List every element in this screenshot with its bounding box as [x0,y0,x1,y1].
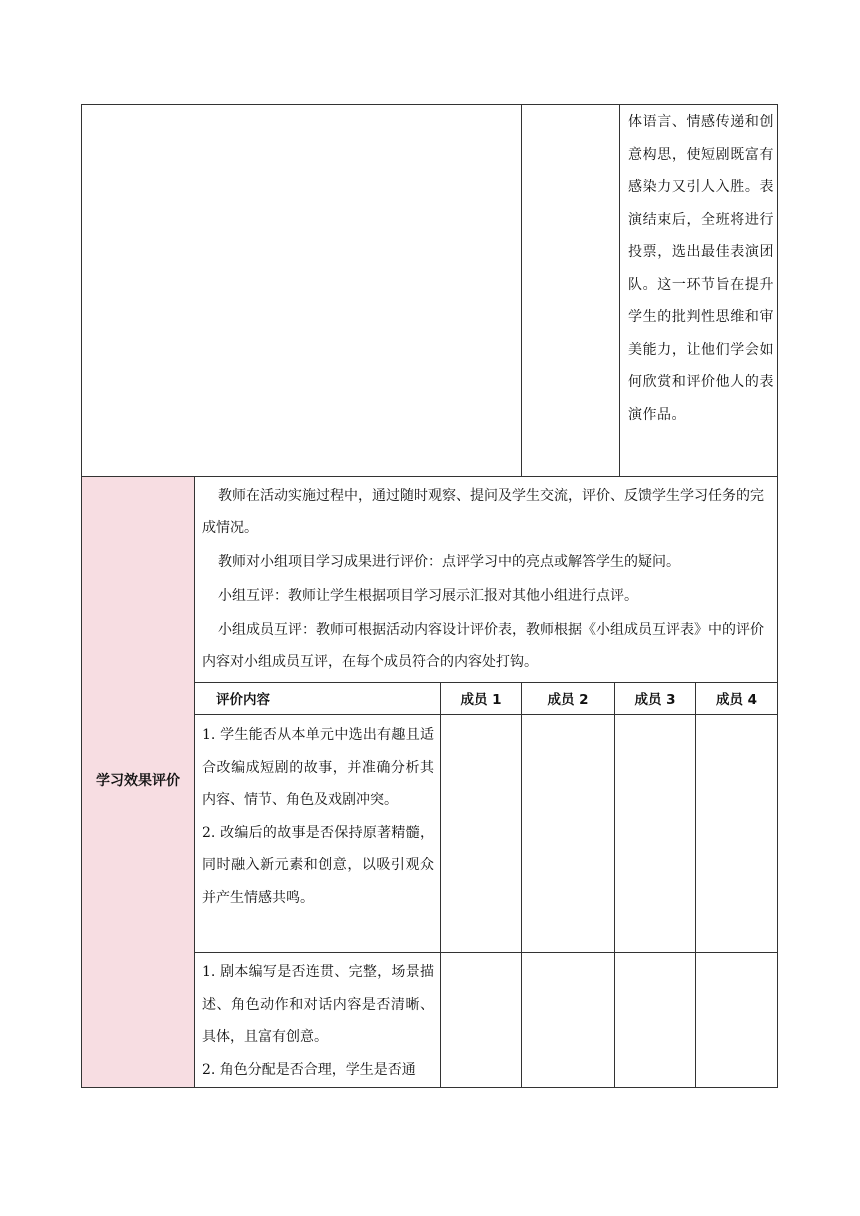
row-divider [194,682,778,683]
header-member-1: 成员 1 [460,692,502,708]
column-divider [194,476,195,1088]
criteria-item: 1. 剧本编写是否连贯、完整，场景描述、角色动作和对话内容是否清晰、具体，且富有创意。 [202,964,434,1045]
column-divider [440,682,441,1088]
intro-paragraph: 小组成员互评：教师可根据活动内容设计评价表，教师根据《小组成员互评表》中的评价内容对小组成员互评，在每个成员符合的内容处打钩。 [202,622,764,670]
table-left-border [81,104,82,1088]
table-right-border [777,104,778,1088]
section-label: 学习效果评价 [96,773,180,789]
intro-paragraph: 小组互评：教师让学生根据项目学习展示汇报对其他小组进行点评。 [218,588,638,604]
criteria-cell [202,956,434,1086]
header-member-3: 成员 3 [634,692,676,708]
criteria-cell [202,719,434,914]
column-divider [695,682,696,1088]
criteria-item: 2. 改编后的故事是否保持原著精髓，同时融入新元素和创意，以吸引观众并产生情感共鸣。 [202,824,434,906]
row-divider [81,476,778,477]
row-divider [194,714,778,715]
table-bottom-border [81,1087,778,1088]
header-content: 评价内容 [216,692,270,708]
column-divider [619,104,620,477]
header-member-2: 成员 2 [547,692,589,708]
criteria-item: 2. 角色分配是否合理，学生是否通 [202,1061,416,1078]
criteria-item: 1. 学生能否从本单元中选出有趣且适合改编成短剧的故事，并准确分析其内容、情节、角色及戏剧冲突。 [202,727,434,808]
intro-paragraph: 教师对小组项目学习成果进行评价：点评学习中的亮点或解答学生的疑问。 [218,554,680,570]
column-divider [521,104,522,477]
column-divider [521,682,522,1088]
row-divider [194,952,778,953]
column-divider [614,682,615,1088]
table-top-border [81,104,778,105]
continuation-text: 体语言、情感传递和创意构思，使短剧既富有感染力又引人入胜。表演结束后，全班将进行投票，选出最佳表演团队。这一环节旨在提升学生的批判性思维和审美能力，让他们学会如何欣赏和评价他人的表演作品。 [628,114,774,423]
intro-paragraph: 教师在活动实施过程中，通过随时观察、提问及学生交流，评价、反馈学生学习任务的完成情况。 [202,488,764,536]
header-member-4: 成员 4 [715,692,758,708]
